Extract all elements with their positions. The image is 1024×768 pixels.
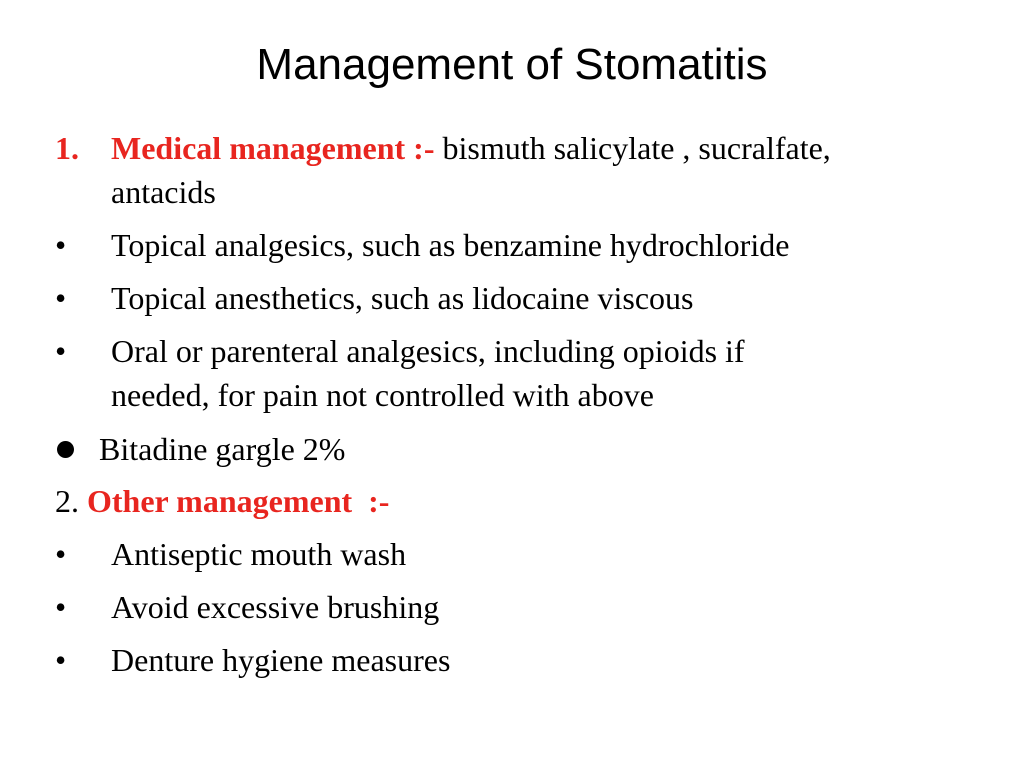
section-1-heading: Medical management :- [111, 130, 435, 166]
section-2-number: 2. [55, 483, 79, 519]
list-item-bitadine-gargle: Bitadine gargle 2% [99, 431, 346, 467]
section-2-heading: Other management :- [87, 483, 390, 519]
filled-circle-bullet-icon [57, 441, 74, 458]
list-item-topical-analgesics: Topical analgesics, such as benzamine hydrochloride [111, 227, 790, 263]
bullet-marker: • [55, 280, 67, 316]
list-item-denture-hygiene: Denture hygiene measures [111, 642, 451, 678]
bullet-marker: • [55, 536, 67, 572]
section-1-text: bismuth salicylate , sucralfate, [434, 130, 831, 166]
bullet-marker: • [55, 227, 67, 263]
section-1-line-2: antacids [111, 174, 216, 210]
list-item-topical-anesthetics: Topical anesthetics, such as lidocaine viscous [111, 280, 694, 316]
list-item-antiseptic-mouth-wash: Antiseptic mouth wash [111, 536, 407, 572]
section-1-number: 1. [55, 130, 79, 166]
list-item-oral-analgesics-line-2: needed, for pain not controlled with above [111, 377, 654, 413]
section-2-heading-line [55, 481, 389, 521]
slide-title: Management of Stomatitis [256, 40, 768, 89]
list-item-avoid-excessive-brushing: Avoid excessive brushing [111, 589, 440, 625]
bullet-marker: • [55, 642, 67, 678]
list-item-oral-analgesics-line-1: Oral or parenteral analgesics, including opioids if [111, 333, 745, 369]
section-1-line-1 [111, 128, 831, 168]
bullet-marker: • [55, 333, 67, 369]
bullet-marker: • [55, 589, 67, 625]
